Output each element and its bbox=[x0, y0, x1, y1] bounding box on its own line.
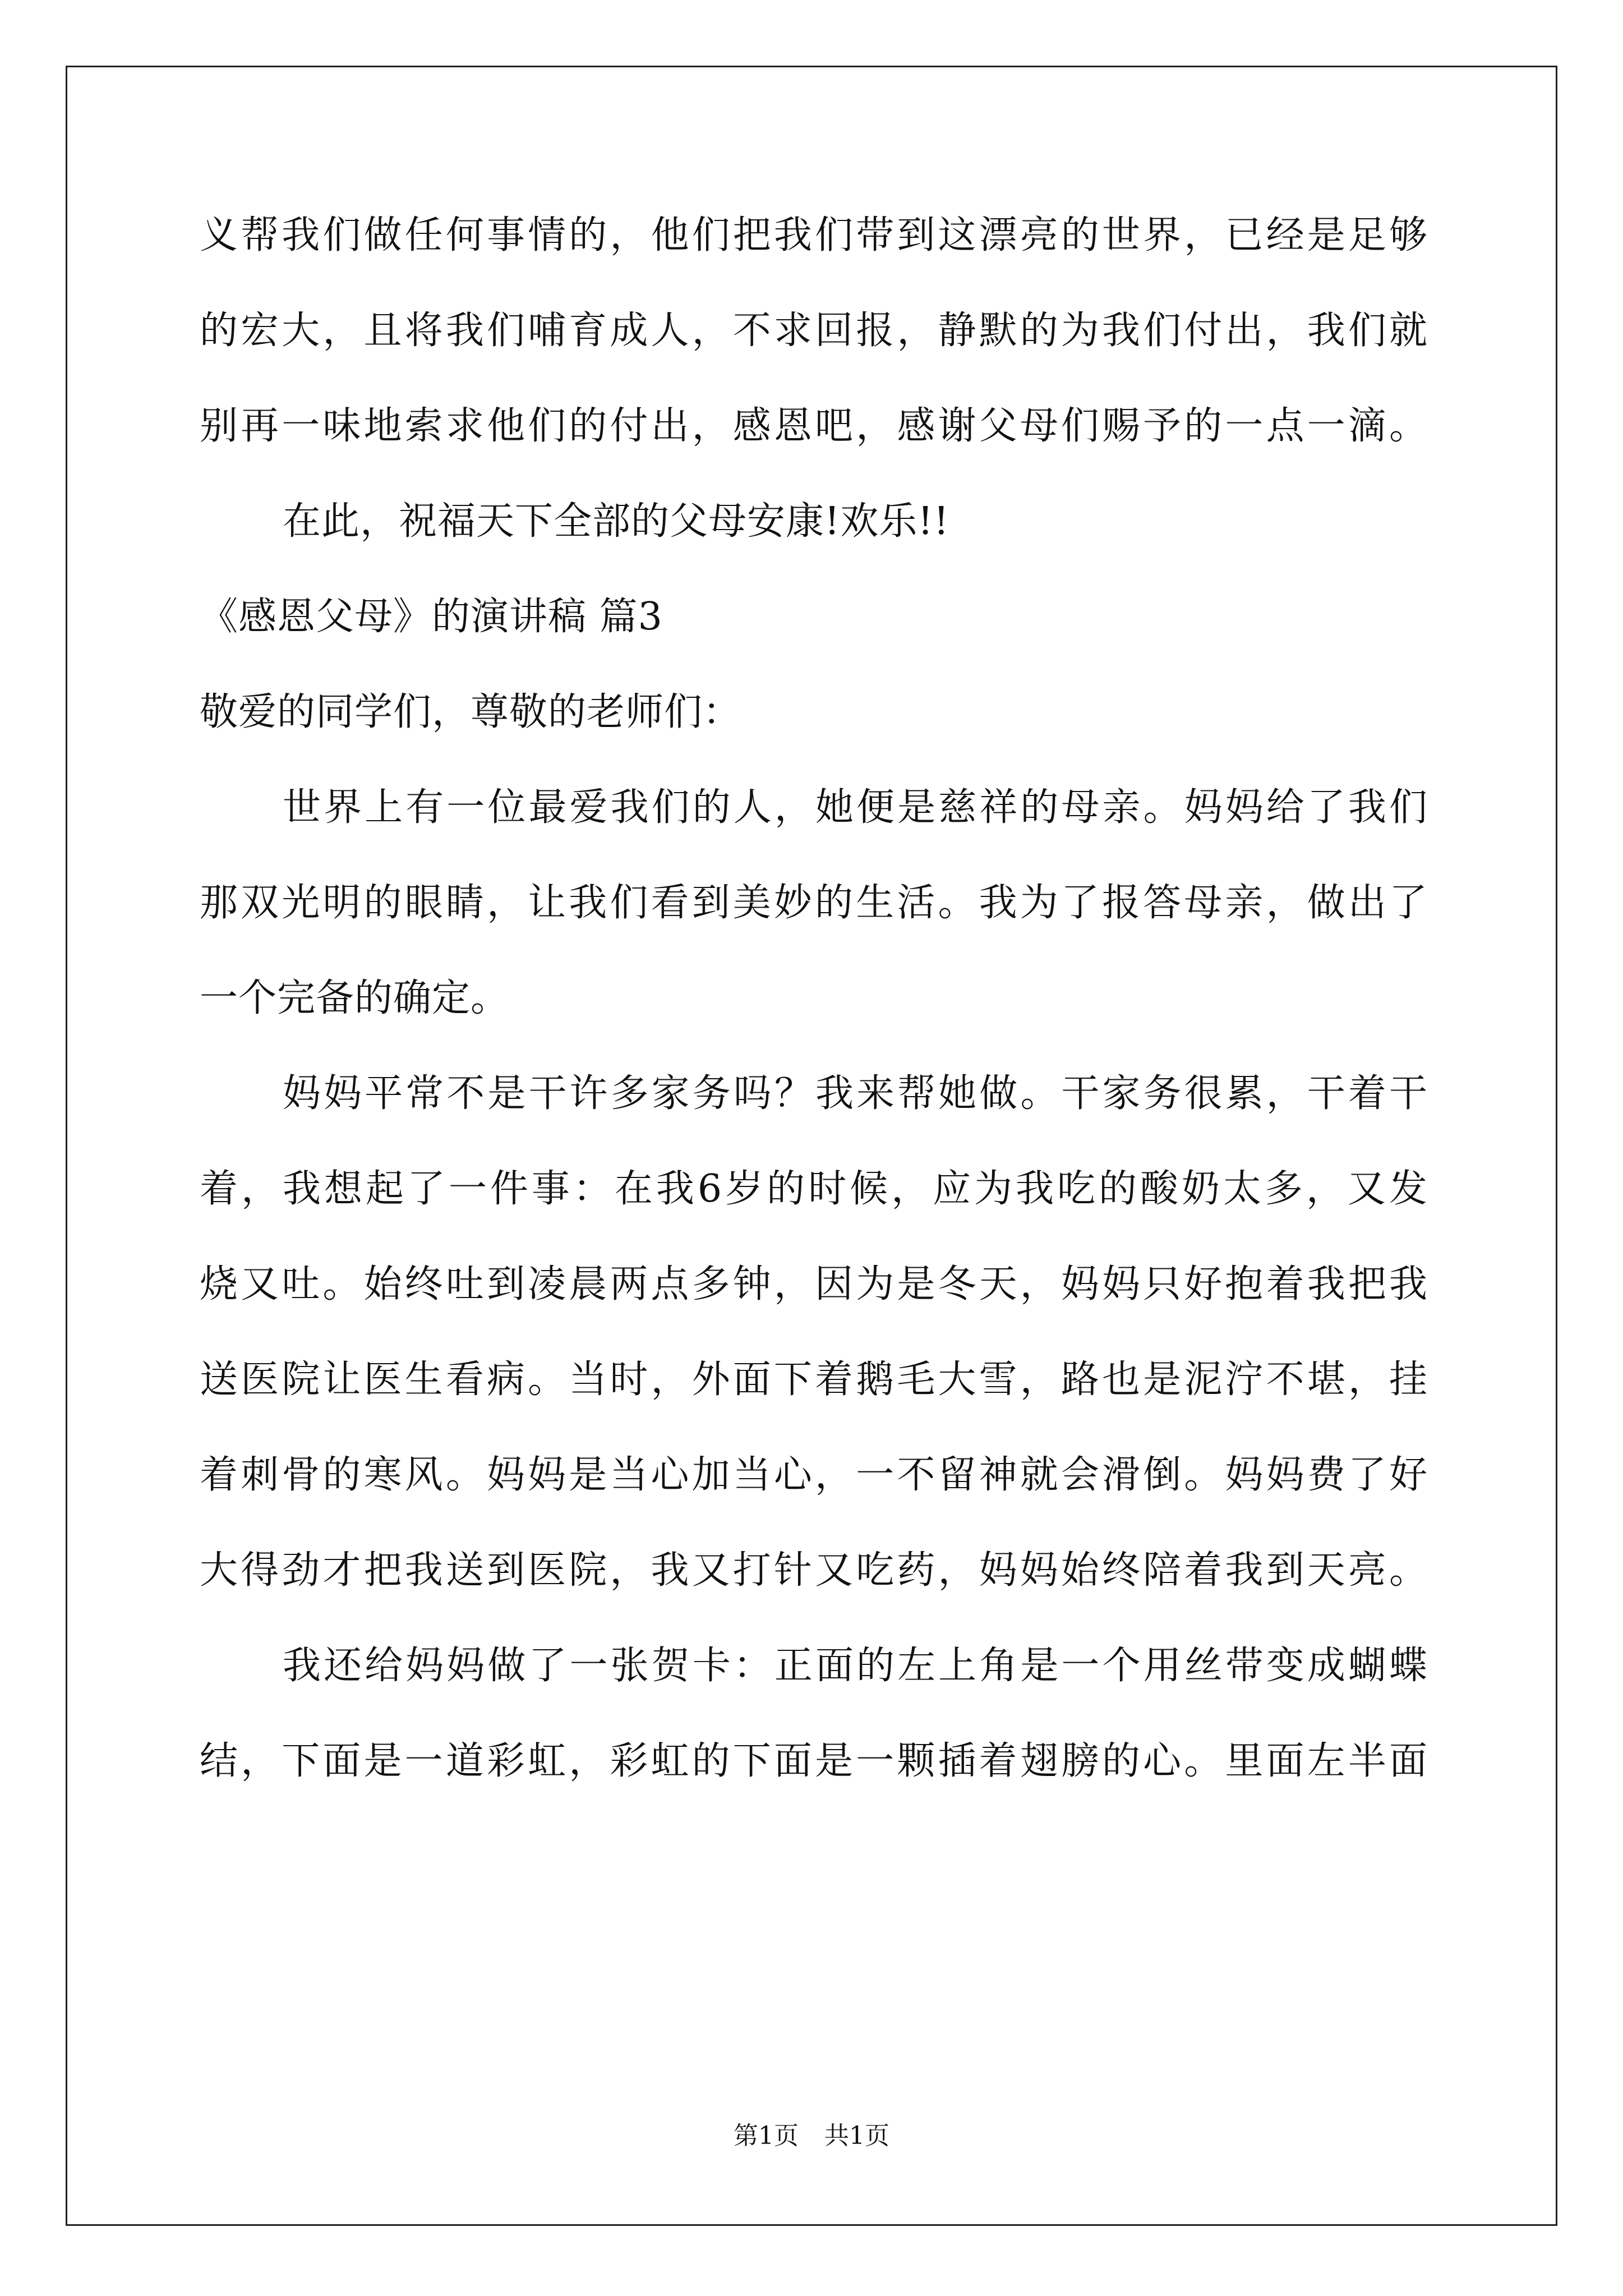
paragraph-line: 妈妈平常不是干许多家务吗？我来帮她做。干家务很累，干着干 bbox=[283, 1071, 1428, 1116]
page-footer bbox=[0, 2120, 1623, 2152]
paragraph-line: 世界上有一位最爱我们的人，她便是慈祥的母亲。妈妈给了我们 bbox=[283, 785, 1428, 830]
paragraph-line: 送医院让医生看病。当时，外面下着鹅毛大雪，路也是泥泞不堪，挂 bbox=[200, 1358, 1428, 1402]
paragraph-line: 在此，祝福天下全部的父母安康!欢乐!! bbox=[283, 499, 949, 544]
salutation: 敬爱的同学们，尊敬的老师们： bbox=[200, 690, 742, 734]
paragraph-line: 大得劲才把我送到医院，我又打针又吃药，妈妈始终陪着我到天亮。 bbox=[200, 1548, 1428, 1593]
paragraph-line: 烧又吐。始终吐到凌晨两点多钟，因为是冬天，妈妈只好抱着我把我 bbox=[200, 1262, 1428, 1306]
paragraph-line: 结，下面是一道彩虹，彩虹的下面是一颗插着翅膀的心。里面左半面 bbox=[200, 1739, 1428, 1783]
paragraph-line: 一个完备的确定。 bbox=[200, 976, 510, 1020]
paragraph-line: 着刺骨的寒风。妈妈是当心加当心，一不留神就会滑倒。妈妈费了好 bbox=[200, 1453, 1428, 1497]
page-total: 共1页 bbox=[824, 2122, 889, 2150]
page-border bbox=[66, 66, 1557, 2226]
paragraph-line: 那双光明的眼睛，让我们看到美妙的生活。我为了报答母亲，做出了 bbox=[200, 881, 1428, 925]
paragraph-line: 义帮我们做任何事情的，他们把我们带到这漂亮的世界，已经是足够 bbox=[200, 213, 1428, 257]
page-number: 第1页 bbox=[734, 2122, 799, 2150]
section-heading: 《感恩父母》的演讲稿 篇3 bbox=[200, 595, 663, 639]
paragraph-line: 我还给妈妈做了一张贺卡：正面的左上角是一个用丝带变成蝴蝶 bbox=[283, 1644, 1428, 1688]
paragraph-line: 的宏大，且将我们哺育成人，不求回报，静默的为我们付出，我们就 bbox=[200, 309, 1428, 353]
paragraph-line: 别再一味地索求他们的付出，感恩吧，感谢父母们赐予的一点一滴。 bbox=[200, 404, 1428, 448]
paragraph-line: 着，我想起了一件事：在我6岁的时候，应为我吃的酸奶太多，又发 bbox=[200, 1167, 1428, 1211]
